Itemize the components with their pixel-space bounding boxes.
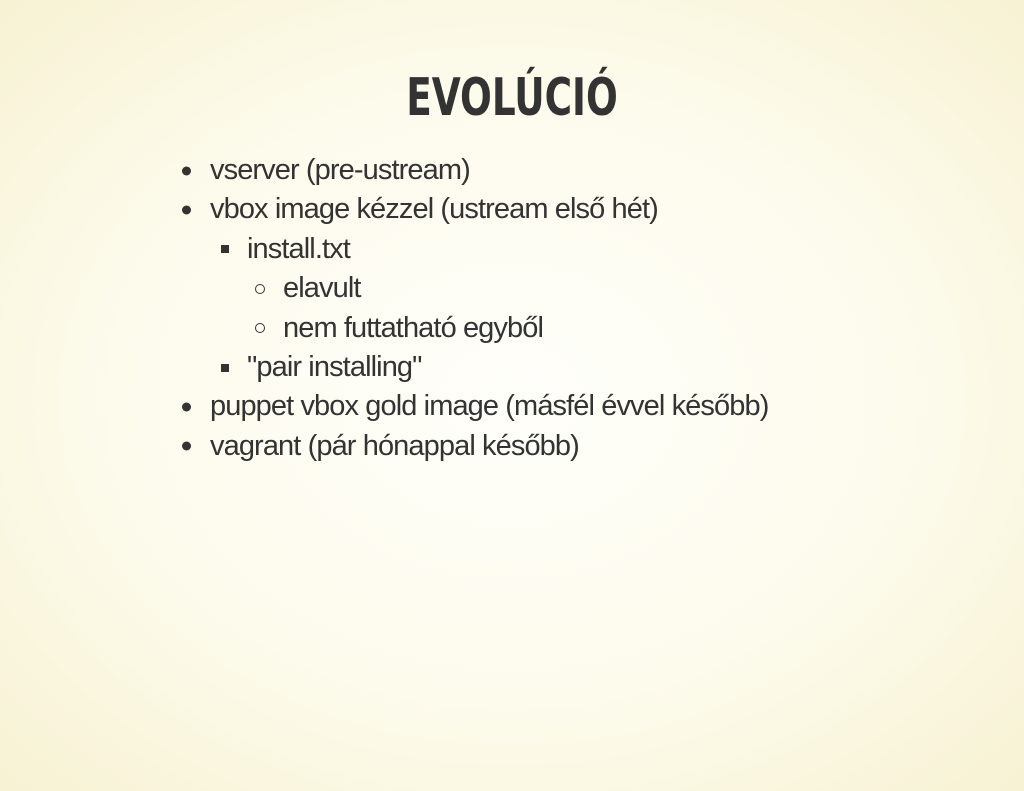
- list-item: [210, 190, 768, 229]
- list-item-text: vagrant (pár hónappal később): [210, 429, 579, 462]
- disc-bullet-icon: [182, 442, 191, 451]
- list-item-text: puppet vbox gold image (másfél évvel később): [210, 390, 769, 423]
- square-bullet-icon: [221, 364, 229, 372]
- square-bullet-icon: [221, 245, 229, 253]
- list-item-nested: [210, 230, 768, 269]
- list-item-text: nem futtatható egyből: [283, 311, 544, 344]
- list-item: [210, 151, 768, 190]
- circle-bullet-icon: [255, 284, 265, 294]
- bullet-list: [210, 151, 768, 466]
- disc-bullet-icon: [182, 206, 191, 215]
- list-item-text: "pair installing": [247, 350, 422, 383]
- list-item-text: elavult: [283, 272, 361, 305]
- list-item-nested: [210, 269, 768, 308]
- list-item-nested: [210, 348, 768, 387]
- circle-bullet-icon: [255, 323, 265, 333]
- disc-bullet-icon: [182, 403, 191, 412]
- list-item: [210, 387, 768, 426]
- list-item-nested: [210, 309, 768, 348]
- list-item-text: vbox image kézzel (ustream első hét): [210, 193, 658, 226]
- list-item: [210, 427, 768, 466]
- list-item-text: vserver (pre-ustream): [210, 154, 470, 186]
- list-item-text: install.txt: [247, 232, 350, 265]
- disc-bullet-icon: [182, 166, 191, 175]
- slide-title: EVOLÚCIÓ: [406, 68, 618, 128]
